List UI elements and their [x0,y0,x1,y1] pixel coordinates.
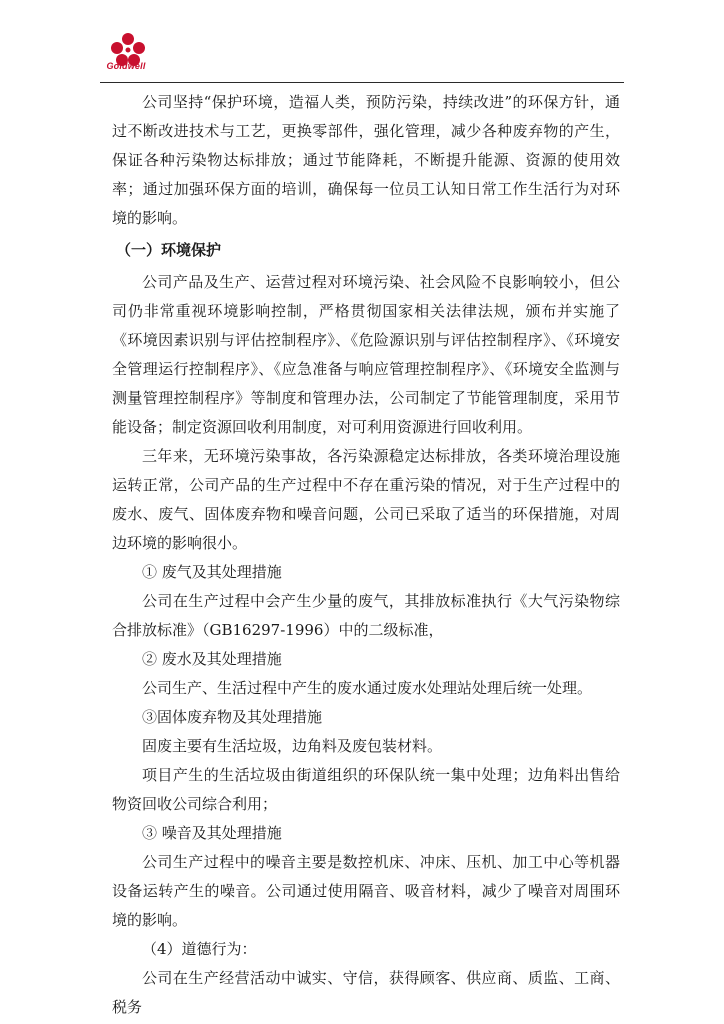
subheading-exhaust-gas: ① 废气及其处理措施 [142,563,282,581]
paragraph-exhaust-gas: 公司在生产过程中会产生少量的废气，其排放标准执行《大气污染物综合排放标准》（GB16297-1996）中的二级标准， [112,592,620,639]
paragraph-env-control: 公司产品及生产、运营过程对环境污染、社会风险不良影响较小，但公司仍非常重视环境影响控制，严格贯彻国家相关法律法规，颁布并实施了《环境因素识别与评估控制程序》、《危险源识别与评估控制程序》、《环境安全管理运行控制程序》、《应急准备与响应管理控制程序》、《环境安全监测与测量管理控制程序》等制度和管理办法，公司制定了节能管理制度，采用节能设备；制定资源回收利用制度，对可利用资源进行回收利用。 [112,273,620,436]
section-heading-env-protection: （一）环境保护 [116,241,222,259]
subheading-noise: ③ 噪音及其处理措施 [142,824,282,842]
paragraph-noise: 公司生产过程中的噪音主要是数控机床、冲床、压机、加工中心等机器设备运转产生的噪音。公司通过使用隔音、吸音材料，减少了噪音对周围环境的影响。 [112,853,620,929]
subheading-waste-water: ② 废水及其处理措施 [142,650,282,668]
paragraph-solid-waste-types: 固废主要有生活垃圾，边角料及废包装材料。 [142,737,443,755]
page-header [100,16,624,84]
subheading-ethics: （4）道德行为： [142,940,257,958]
paragraph-three-years: 三年来，无环境污染事故，各污染源稳定达标排放，各类环境治理设施运转正常，公司产品的生产过程中不存在重污染的情况，对于生产过程中的废水、废气、固体废弃物和噪音问题，公司已采取了适当的环保措施，对周边环境的影响很小。 [112,447,620,552]
logo-wordmark: Goldwell [106,61,146,71]
document-body [112,88,620,1022]
paragraph-ethics: 公司在生产经营活动中诚实、守信，获得顾客、供应商、质监、工商、税务 [112,969,620,1016]
subheading-solid-waste: ③固体废弃物及其处理措施 [142,708,323,726]
paragraph-solid-waste-handling: 项目产生的生活垃圾由街道组织的环保队统一集中处理；边角料出售给物资回收公司综合利用； [112,766,620,813]
header-divider [100,82,624,83]
paragraph-env-policy: 公司坚持“保护环境，造福人类，预防污染，持续改进”的环保方针，通过不断改进技术与工艺，更换零部件，强化管理，减少各种废弃物的产生，保证各种污染物达标排放；通过节能降耗，不断提升能源、资源的使用效率；通过加强环保方面的培训，确保每一位员工认知日常工作生活行为对环境的影响。 [112,93,620,227]
paragraph-waste-water: 公司生产、生活过程中产生的废水通过废水处理站处理后统一处理。 [142,679,593,697]
goldwell-logo-icon [106,20,150,80]
